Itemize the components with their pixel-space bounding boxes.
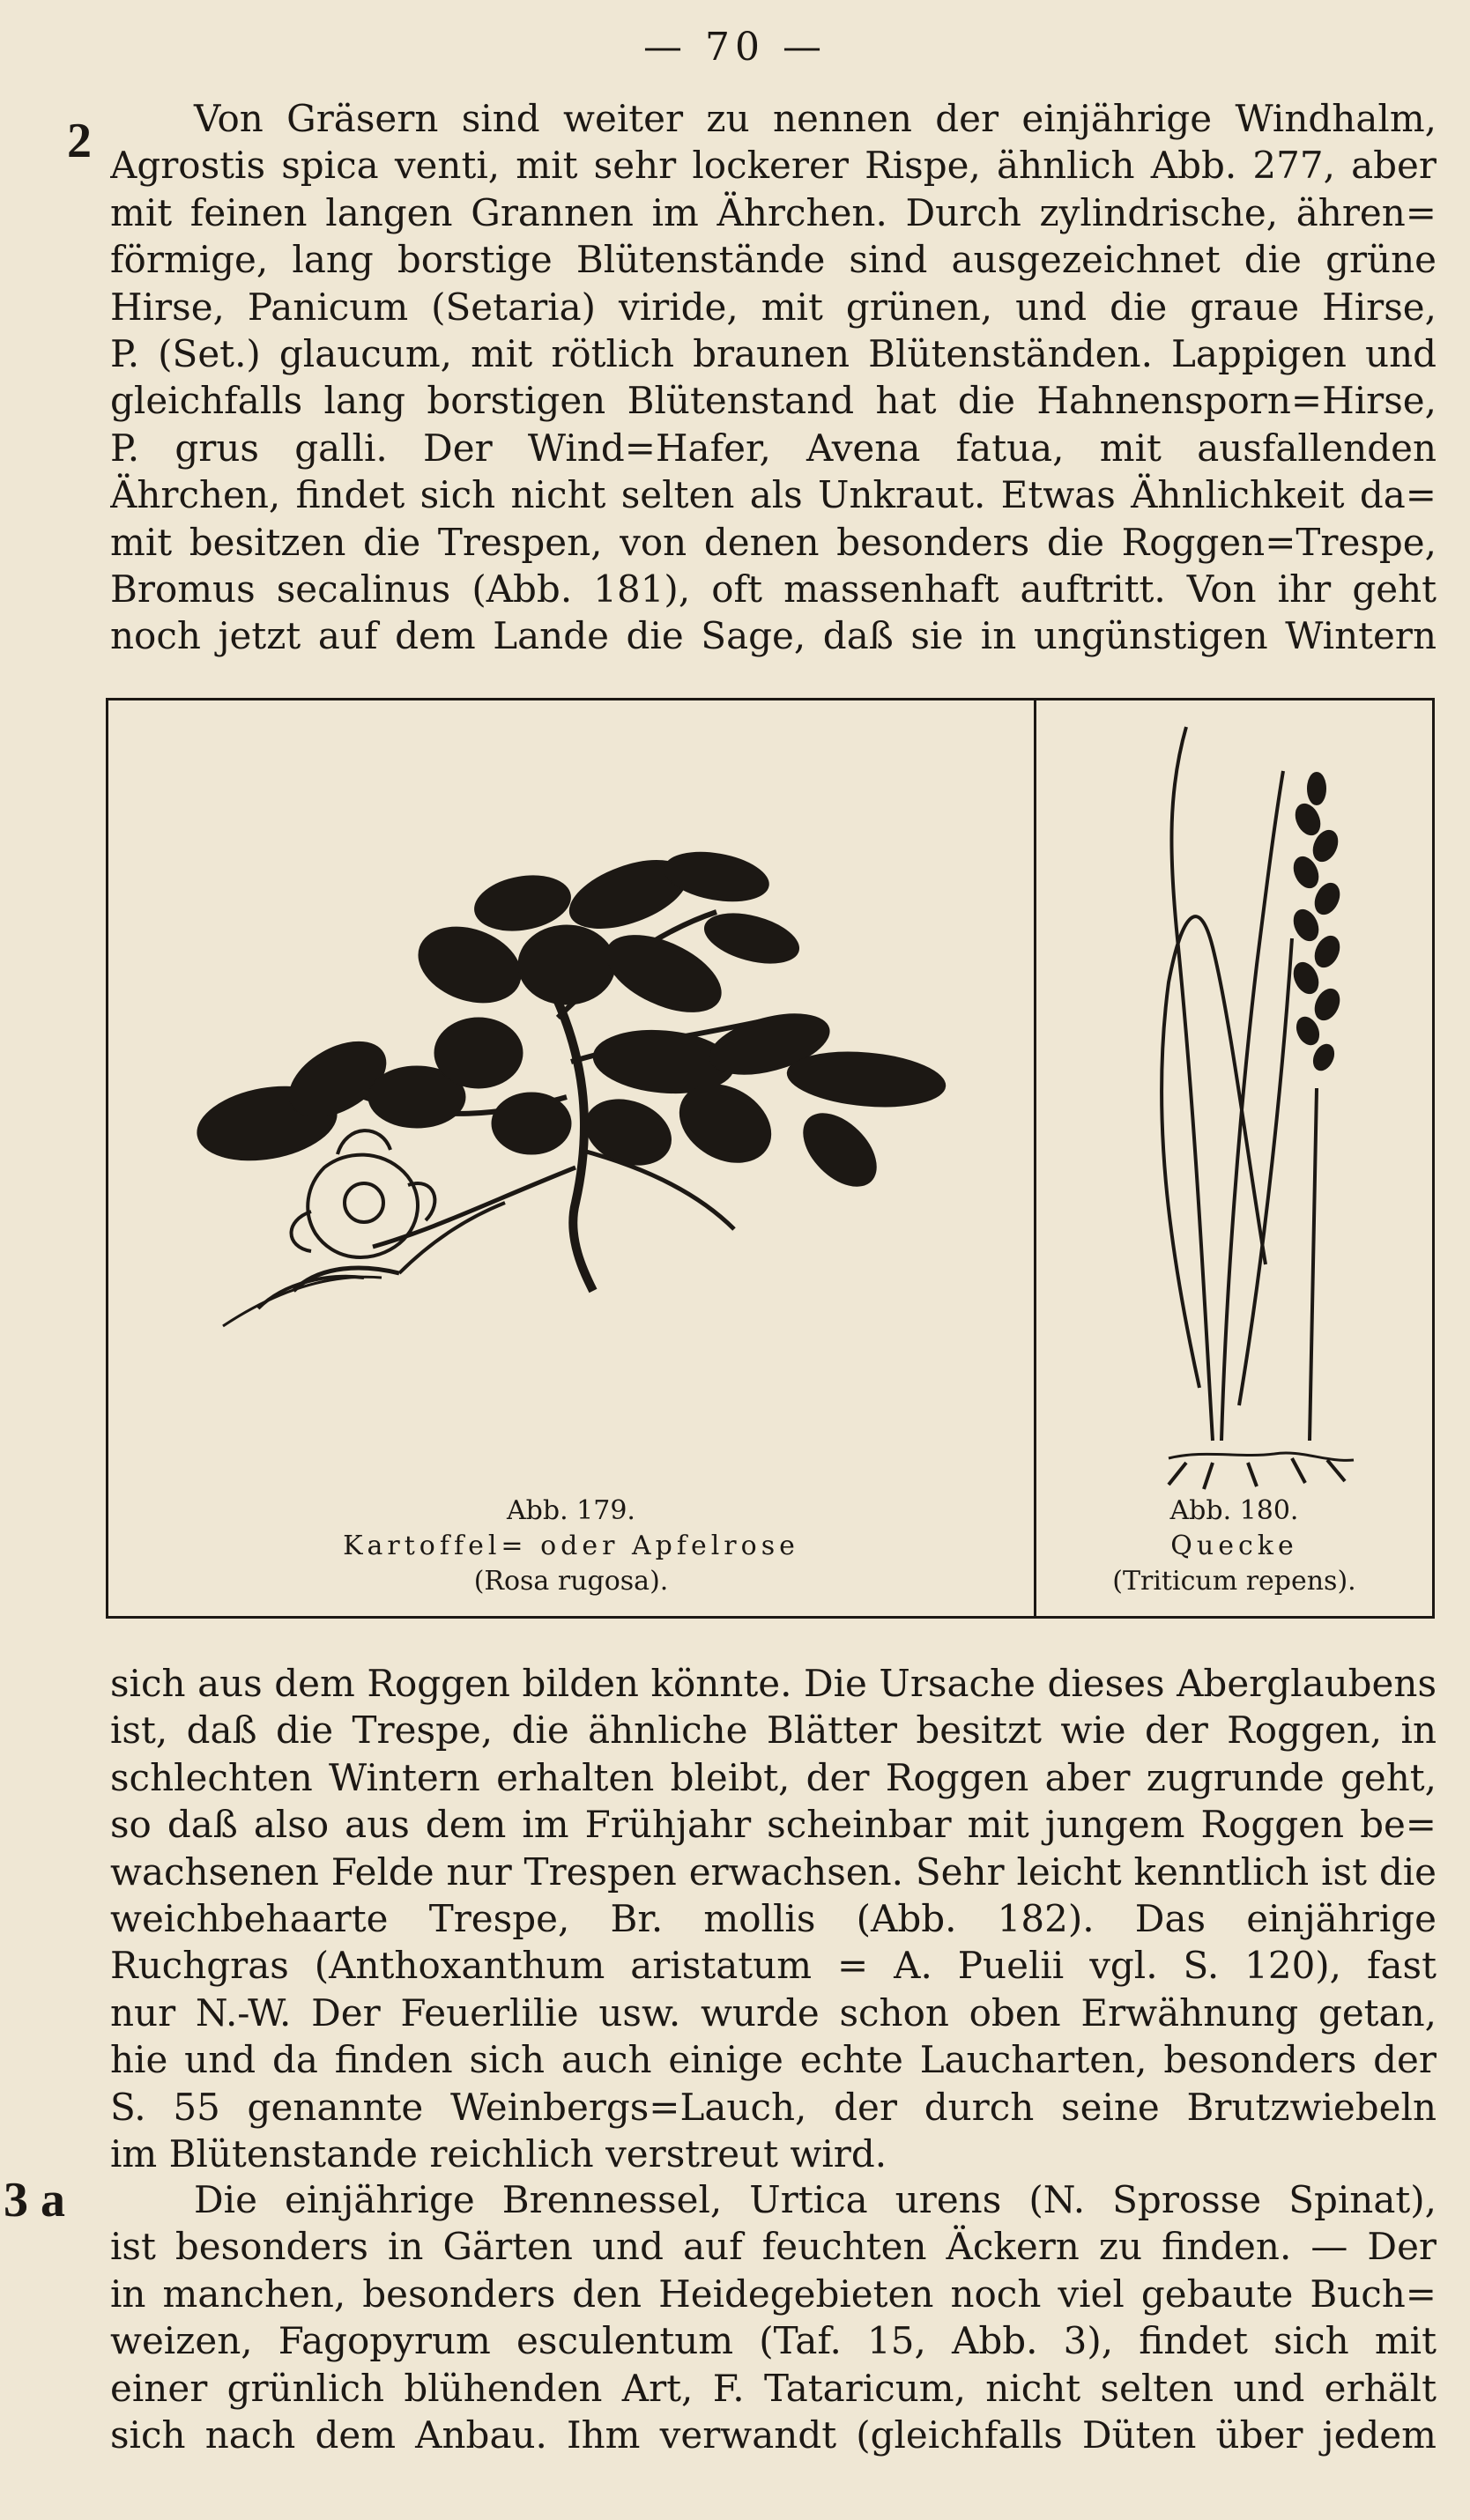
- figure-179-title: Kartoffel= oder Apfelrose: [343, 1531, 799, 1561]
- figure-180-latin: (Triticum repens).: [1112, 1566, 1356, 1597]
- text-line: mit besitzen die Trespen, von denen besonders die Roggen=Trespe,: [110, 520, 1437, 564]
- text-line: ist, daß die Trespe, die ähnliche Blätter besitzt wie der Roggen, in: [110, 1708, 1437, 1753]
- text-line: schlechten Wintern erhalten bleibt, der Roggen aber zugrunde geht,: [110, 1755, 1437, 1799]
- figure-180: [1036, 700, 1432, 1616]
- text-line: Bromus secalinus (Abb. 181), oft massenhaft auftritt. Von ihr geht: [110, 567, 1437, 611]
- figure-179-latin: (Rosa rugosa).: [473, 1566, 669, 1597]
- text-line: gleichfalls lang borstigen Blütenstand hat die Hahnensporn=Hirse,: [110, 379, 1437, 423]
- couch-grass-illustration: [1116, 718, 1380, 1493]
- section-marker-2: 2: [67, 114, 92, 168]
- text-line: Die einjährige Brennessel, Urtica urens (N. Sprosse Spinat),: [194, 2178, 1437, 2221]
- figure-179-label: Abb. 179.: [507, 1495, 635, 1526]
- text-line: Ruchgras (Anthoxanthum aristatum = A. Puelii vgl. S. 120), fast: [110, 1944, 1437, 1988]
- paragraph-bottom: [110, 2176, 1437, 2458]
- text-line: Hirse, Panicum (Setaria) viride, mit grünen, und die graue Hirse,: [110, 285, 1437, 329]
- text-line: mit feinen langen Grannen im Ährchen. Durch zylindrische, ähren=: [110, 190, 1437, 234]
- text-line: einer grünlich blühenden Art, F. Tataricum, nicht selten und erhält: [110, 2366, 1437, 2410]
- text-line: Von Gräsern sind weiter zu nennen der einjährige Windhalm,: [194, 97, 1437, 140]
- text-line: förmige, lang borstige Blütenstände sind ausgezeichnet die grüne: [110, 238, 1437, 282]
- text-line: weichbehaarte Trespe, Br. mollis (Abb. 182). Das einjährige: [110, 1896, 1437, 1940]
- figure-180-title: Quecke: [1170, 1531, 1298, 1561]
- text-line: noch jetzt auf dem Lande die Sage, daß sie in ungünstigen Wintern: [110, 614, 1437, 658]
- text-line: sich nach dem Anbau. Ihm verwandt (gleichfalls Düten über jedem: [110, 2413, 1437, 2457]
- text-line: sich aus dem Roggen bilden könnte. Die Ursache dieses Aberglaubens: [110, 1662, 1437, 1705]
- figure-180-label: Abb. 180.: [1169, 1495, 1299, 1526]
- text-line: wachsenen Felde nur Trespen erwachsen. Sehr leicht kenntlich ist die: [110, 1849, 1437, 1894]
- page-number: — 70 —: [643, 25, 827, 70]
- text-line: ist besonders in Gärten und auf feuchten Äckern zu finden. — Der: [110, 2225, 1437, 2269]
- text-line: in manchen, besonders den Heidegebieten noch viel gebaute Buch=: [110, 2272, 1437, 2316]
- text-line: hie und da finden sich auch einige echte Laucharten, besonders der: [110, 2038, 1437, 2082]
- text-line: Agrostis spica venti, mit sehr lockerer Rispe, ähnlich Abb. 277, aber: [110, 144, 1437, 188]
- text-line: im Blütenstande reichlich verstreut wird.: [110, 2131, 887, 2175]
- paragraph-middle: [110, 1660, 1437, 2177]
- section-marker-3a: 3 a: [4, 2173, 65, 2227]
- text-line: weizen, Fagopyrum esculentum (Taf. 15, Abb. 3), findet sich mit: [110, 2319, 1437, 2363]
- paragraph-top: [110, 95, 1437, 660]
- text-line: P. (Set.) glaucum, mit rötlich braunen Blütenständen. Lappigen und: [110, 331, 1437, 375]
- rose-branch-illustration: [170, 833, 999, 1344]
- figure-179: [108, 700, 1036, 1616]
- text-line: P. grus galli. Der Wind=Hafer, Avena fatua, mit ausfallenden: [110, 426, 1437, 470]
- text-line: nur N.-W. Der Feuerlilie usw. wurde schon oben Erwähnung getan,: [110, 1990, 1437, 2035]
- text-line: Ährchen, findet sich nicht selten als Unkraut. Etwas Ähnlichkeit da=: [110, 473, 1437, 517]
- text-line: S. 55 genannte Weinbergs=Lauch, der durch seine Brutzwiebeln: [110, 2085, 1437, 2129]
- text-line: so daß also aus dem im Frühjahr scheinbar mit jungem Roggen be=: [110, 1803, 1437, 1847]
- figure-frame: [106, 698, 1435, 1619]
